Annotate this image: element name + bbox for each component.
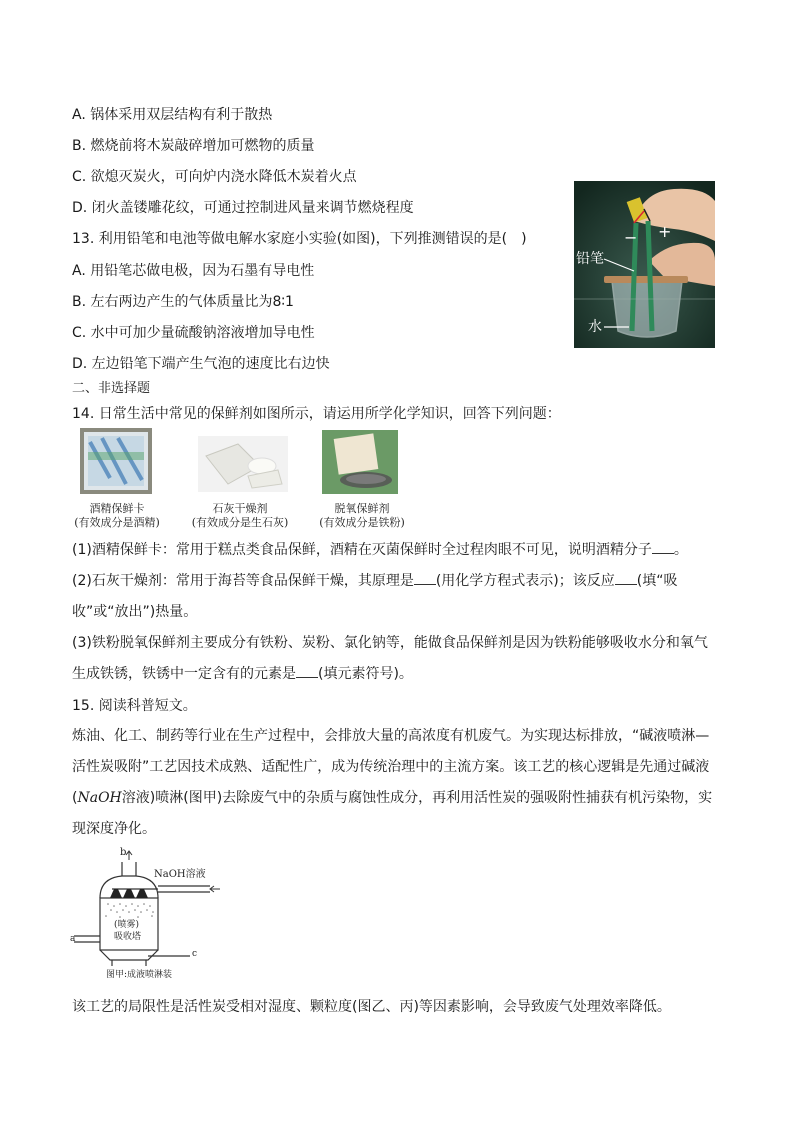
deoxidizer-image xyxy=(322,430,398,494)
q14-part1-end: 。 xyxy=(673,542,688,558)
answer-blank[interactable] xyxy=(414,572,436,585)
lime-desiccant-image xyxy=(198,436,288,492)
q14-part2-cont: 收”或“放出”)热量。 xyxy=(72,604,198,620)
label-a: a xyxy=(70,934,76,944)
label-tower: 吸收塔 xyxy=(114,932,142,942)
q15-paragraph-2: 该工艺的局限性是活性炭受相对湿度、颗粒度(图乙、丙)等因素影响，会导致废气处理效率降低。 xyxy=(72,999,671,1015)
q12-option-a: A. 锅体采用双层结构有利于散热 xyxy=(72,107,273,123)
label-b: b xyxy=(120,847,127,858)
deoxidizer-caption xyxy=(310,502,414,530)
image-name: 石灰干燥剂 xyxy=(212,502,268,515)
answer-blank[interactable] xyxy=(652,541,674,554)
q12-option-b: B. 燃烧前将木炭敲碎增加可燃物的质量 xyxy=(72,138,315,154)
q14-part2-text: (用化学方程式表示)；该反应 xyxy=(435,573,615,589)
q14-part2-text: (填“吸 xyxy=(636,573,678,589)
q13-option-c: C. 水中可加少量硫酸钠溶液增加导电性 xyxy=(72,325,315,341)
q12-option-d: D. 闭火盖镂雕花纹，可通过控制进风量来调节燃烧程度 xyxy=(72,200,414,216)
q15-paragraph-text: 炼油、化工、制药等行业在生产过程中，会排放大量的高浓度有机废气。为实现达标排放，“碱液喷淋—活性炭吸附”工艺因技术成熟、适配性广，成为传统治理中的主流方案。该工艺的核心逻辑是先通过碱液( xyxy=(72,728,710,806)
q14-part1 xyxy=(72,541,688,559)
q13-stem: 13. 利用铅笔和电池等做电解水家庭小实验(如图)，下列推测错误的是( ) xyxy=(72,231,527,247)
water-label: 水 xyxy=(588,319,602,335)
image-note: (有效成分是铁粉) xyxy=(319,516,405,529)
q12-option-c: C. 欲熄灭炭火，可向炉内浇水降低木炭着火点 xyxy=(72,169,357,185)
q13-option-d: D. 左边铅笔下端产生气泡的速度比右边快 xyxy=(72,356,330,372)
answer-blank[interactable] xyxy=(296,665,318,678)
q13-option-a: A. 用铅笔芯做电极，因为石墨有导电性 xyxy=(72,263,315,279)
lime-desiccant-caption xyxy=(180,502,300,530)
naoh-formula: NaOH xyxy=(77,790,122,806)
diagram-caption: 图甲:成液喷淋装 xyxy=(106,970,173,980)
q14-part2 xyxy=(72,572,678,590)
spray-tower-diagram xyxy=(70,848,240,984)
alcohol-card-image xyxy=(80,428,152,494)
q14-part3-text: (填元素符号)。 xyxy=(318,666,413,682)
image-name: 脱氧保鲜剂 xyxy=(334,502,390,515)
minus-label: − xyxy=(624,228,638,247)
alcohol-card-caption xyxy=(72,502,162,530)
image-note: (有效成分是酒精) xyxy=(74,516,160,529)
q15-stem: 15. 阅读科普短文。 xyxy=(72,698,197,714)
label-spray: (喷雾) xyxy=(114,920,140,930)
q15-paragraph-1 xyxy=(72,721,722,845)
label-naoh: NaOH溶液 xyxy=(154,869,206,880)
q14-part3: (3)铁粉脱氧保鲜剂主要成分有铁粉、炭粉、氯化钠等，能做食品保鲜剂是因为铁粉能够吸收水分和氧气 xyxy=(72,635,708,651)
electrolysis-photo xyxy=(574,181,715,348)
image-name: 酒精保鲜卡 xyxy=(89,502,145,515)
pencil-label: 铅笔 xyxy=(576,251,604,267)
image-note: (有效成分是生石灰) xyxy=(191,516,289,529)
q14-part2-text: (2)石灰干燥剂：常用于海苔等食品保鲜干燥，其原理是 xyxy=(72,573,414,589)
q13-option-b: B. 左右两边产生的气体质量比为8∶1 xyxy=(72,294,294,310)
q14-stem: 14. 日常生活中常见的保鲜剂如图所示，请运用所学化学知识，回答下列问题： xyxy=(72,406,561,422)
answer-blank[interactable] xyxy=(615,572,637,585)
plus-label: + xyxy=(658,222,672,241)
label-c: c xyxy=(192,949,198,959)
q14-part3-text: 生成铁锈，铁锈中一定含有的元素是 xyxy=(72,666,296,682)
section-title: 二、非选择题 xyxy=(72,381,151,396)
q14-part1-text: (1)酒精保鲜卡：常用于糕点类食品保鲜，酒精在灭菌保鲜时全过程肉眼不可见，说明酒精分子 xyxy=(72,542,652,558)
q14-part3-cont xyxy=(72,665,413,683)
q15-paragraph-text: 溶液)喷淋(图甲)去除废气中的杂质与腐蚀性成分，再利用活性炭的强吸附性捕获有机污染物，实现深度净化。 xyxy=(72,790,713,837)
